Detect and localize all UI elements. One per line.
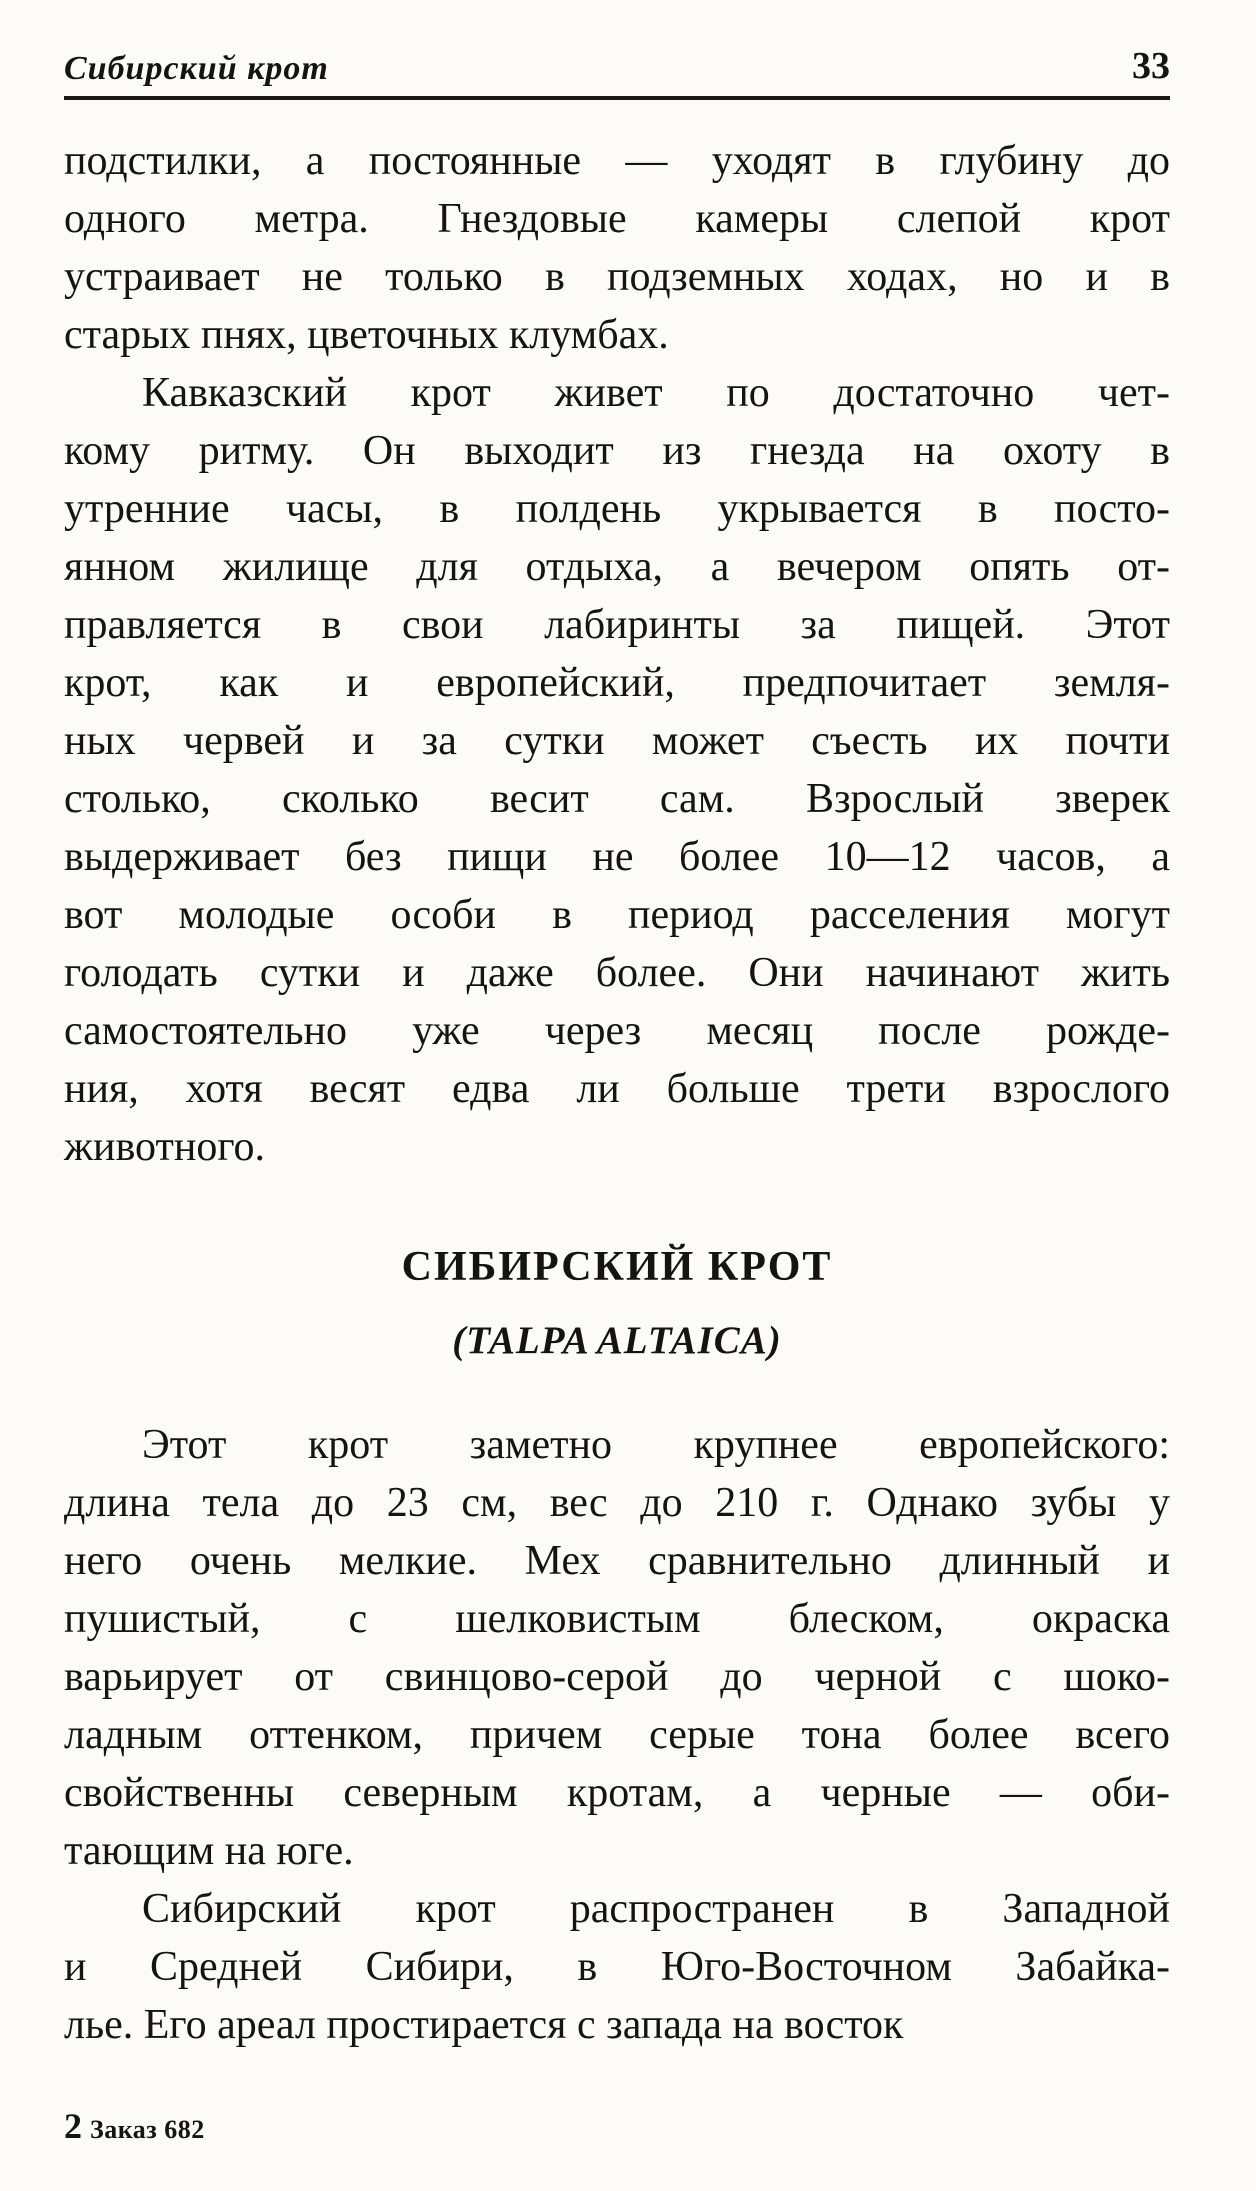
text-line: длина тела до 23 см, вес до 210 г. Однако зубы у — [64, 1480, 1170, 1526]
text-line: Этот крот заметно крупнее европейского: — [142, 1422, 1170, 1468]
text-line: голодать сутки и даже более. Они начинают жить — [64, 950, 1170, 996]
section-heading-block — [64, 1238, 1170, 1370]
text-line: подстилки, а постоянные — уходят в глубину до — [64, 138, 1170, 184]
text-line: варьирует от свинцово-серой до черной с шоко- — [64, 1654, 1170, 1700]
text-line: старых пнях, цветочных клумбах. — [64, 312, 669, 358]
text-line: одного метра. Гнездовые камеры слепой крот — [64, 196, 1170, 242]
section-subtitle: (TALPA ALTAICA) — [452, 1319, 782, 1362]
text-line: свойственны северным кротам, а черные — оби- — [64, 1770, 1170, 1816]
paragraph — [64, 1416, 1170, 1880]
text-line: выдерживает без пищи не более 10—12 часов, а — [64, 834, 1170, 880]
running-header — [64, 44, 1170, 100]
text-line: Кавказский крот живет по достаточно чет- — [142, 370, 1170, 416]
paragraph — [64, 1880, 1170, 2054]
text-line: ладным оттенком, причем серые тона более всего — [64, 1712, 1170, 1758]
text-line: пушистый, с шелковистым блеском, окраска — [64, 1596, 1170, 1642]
text-line: вот молодые особи в период расселения могут — [64, 892, 1170, 938]
paragraph — [64, 364, 1170, 1176]
printers-mark: 2 — [64, 2106, 82, 2146]
text-line: и Средней Сибири, в Юго-Восточном Забайка- — [64, 1944, 1170, 1990]
text-line: кому ритму. Он выходит из гнезда на охоту в — [64, 428, 1170, 474]
footer-order-label: Заказ 682 — [90, 2115, 205, 2144]
running-header-title: Сибирский крот — [64, 50, 329, 87]
text-block — [64, 132, 1170, 2054]
text-line: животного. — [64, 1124, 265, 1170]
page-number: 33 — [1132, 45, 1170, 87]
page-footer — [64, 2105, 1170, 2147]
text-line: ных червей и за сутки может съесть их почти — [64, 718, 1170, 764]
paragraph — [64, 132, 1170, 364]
text-line: ния, хотя весят едва ли больше трети взрослого — [64, 1066, 1170, 1112]
text-line: самостоятельно уже через месяц после рожде- — [64, 1008, 1170, 1054]
text-line: устраивает не только в подземных ходах, но и в — [64, 254, 1170, 300]
text-line: Сибирский крот распространен в Западной — [142, 1886, 1170, 1932]
text-line: него очень мелкие. Мех сравнительно длинный и — [64, 1538, 1170, 1584]
text-line: лье. Его ареал простирается с запада на восток — [64, 2002, 904, 2048]
text-line: правляется в свои лабиринты за пищей. Этот — [64, 602, 1170, 648]
text-line: столько, сколько весит сам. Взрослый зверек — [64, 776, 1170, 822]
text-line: крот, как и европейский, предпочитает земля- — [64, 660, 1170, 706]
text-line: утренние часы, в полдень укрывается в посто- — [64, 486, 1170, 532]
text-line: янном жилище для отдыха, а вечером опять от- — [64, 544, 1170, 590]
text-line: тающим на юге. — [64, 1828, 354, 1874]
section-heading: СИБИРСКИЙ КРОТ — [401, 1244, 833, 1290]
